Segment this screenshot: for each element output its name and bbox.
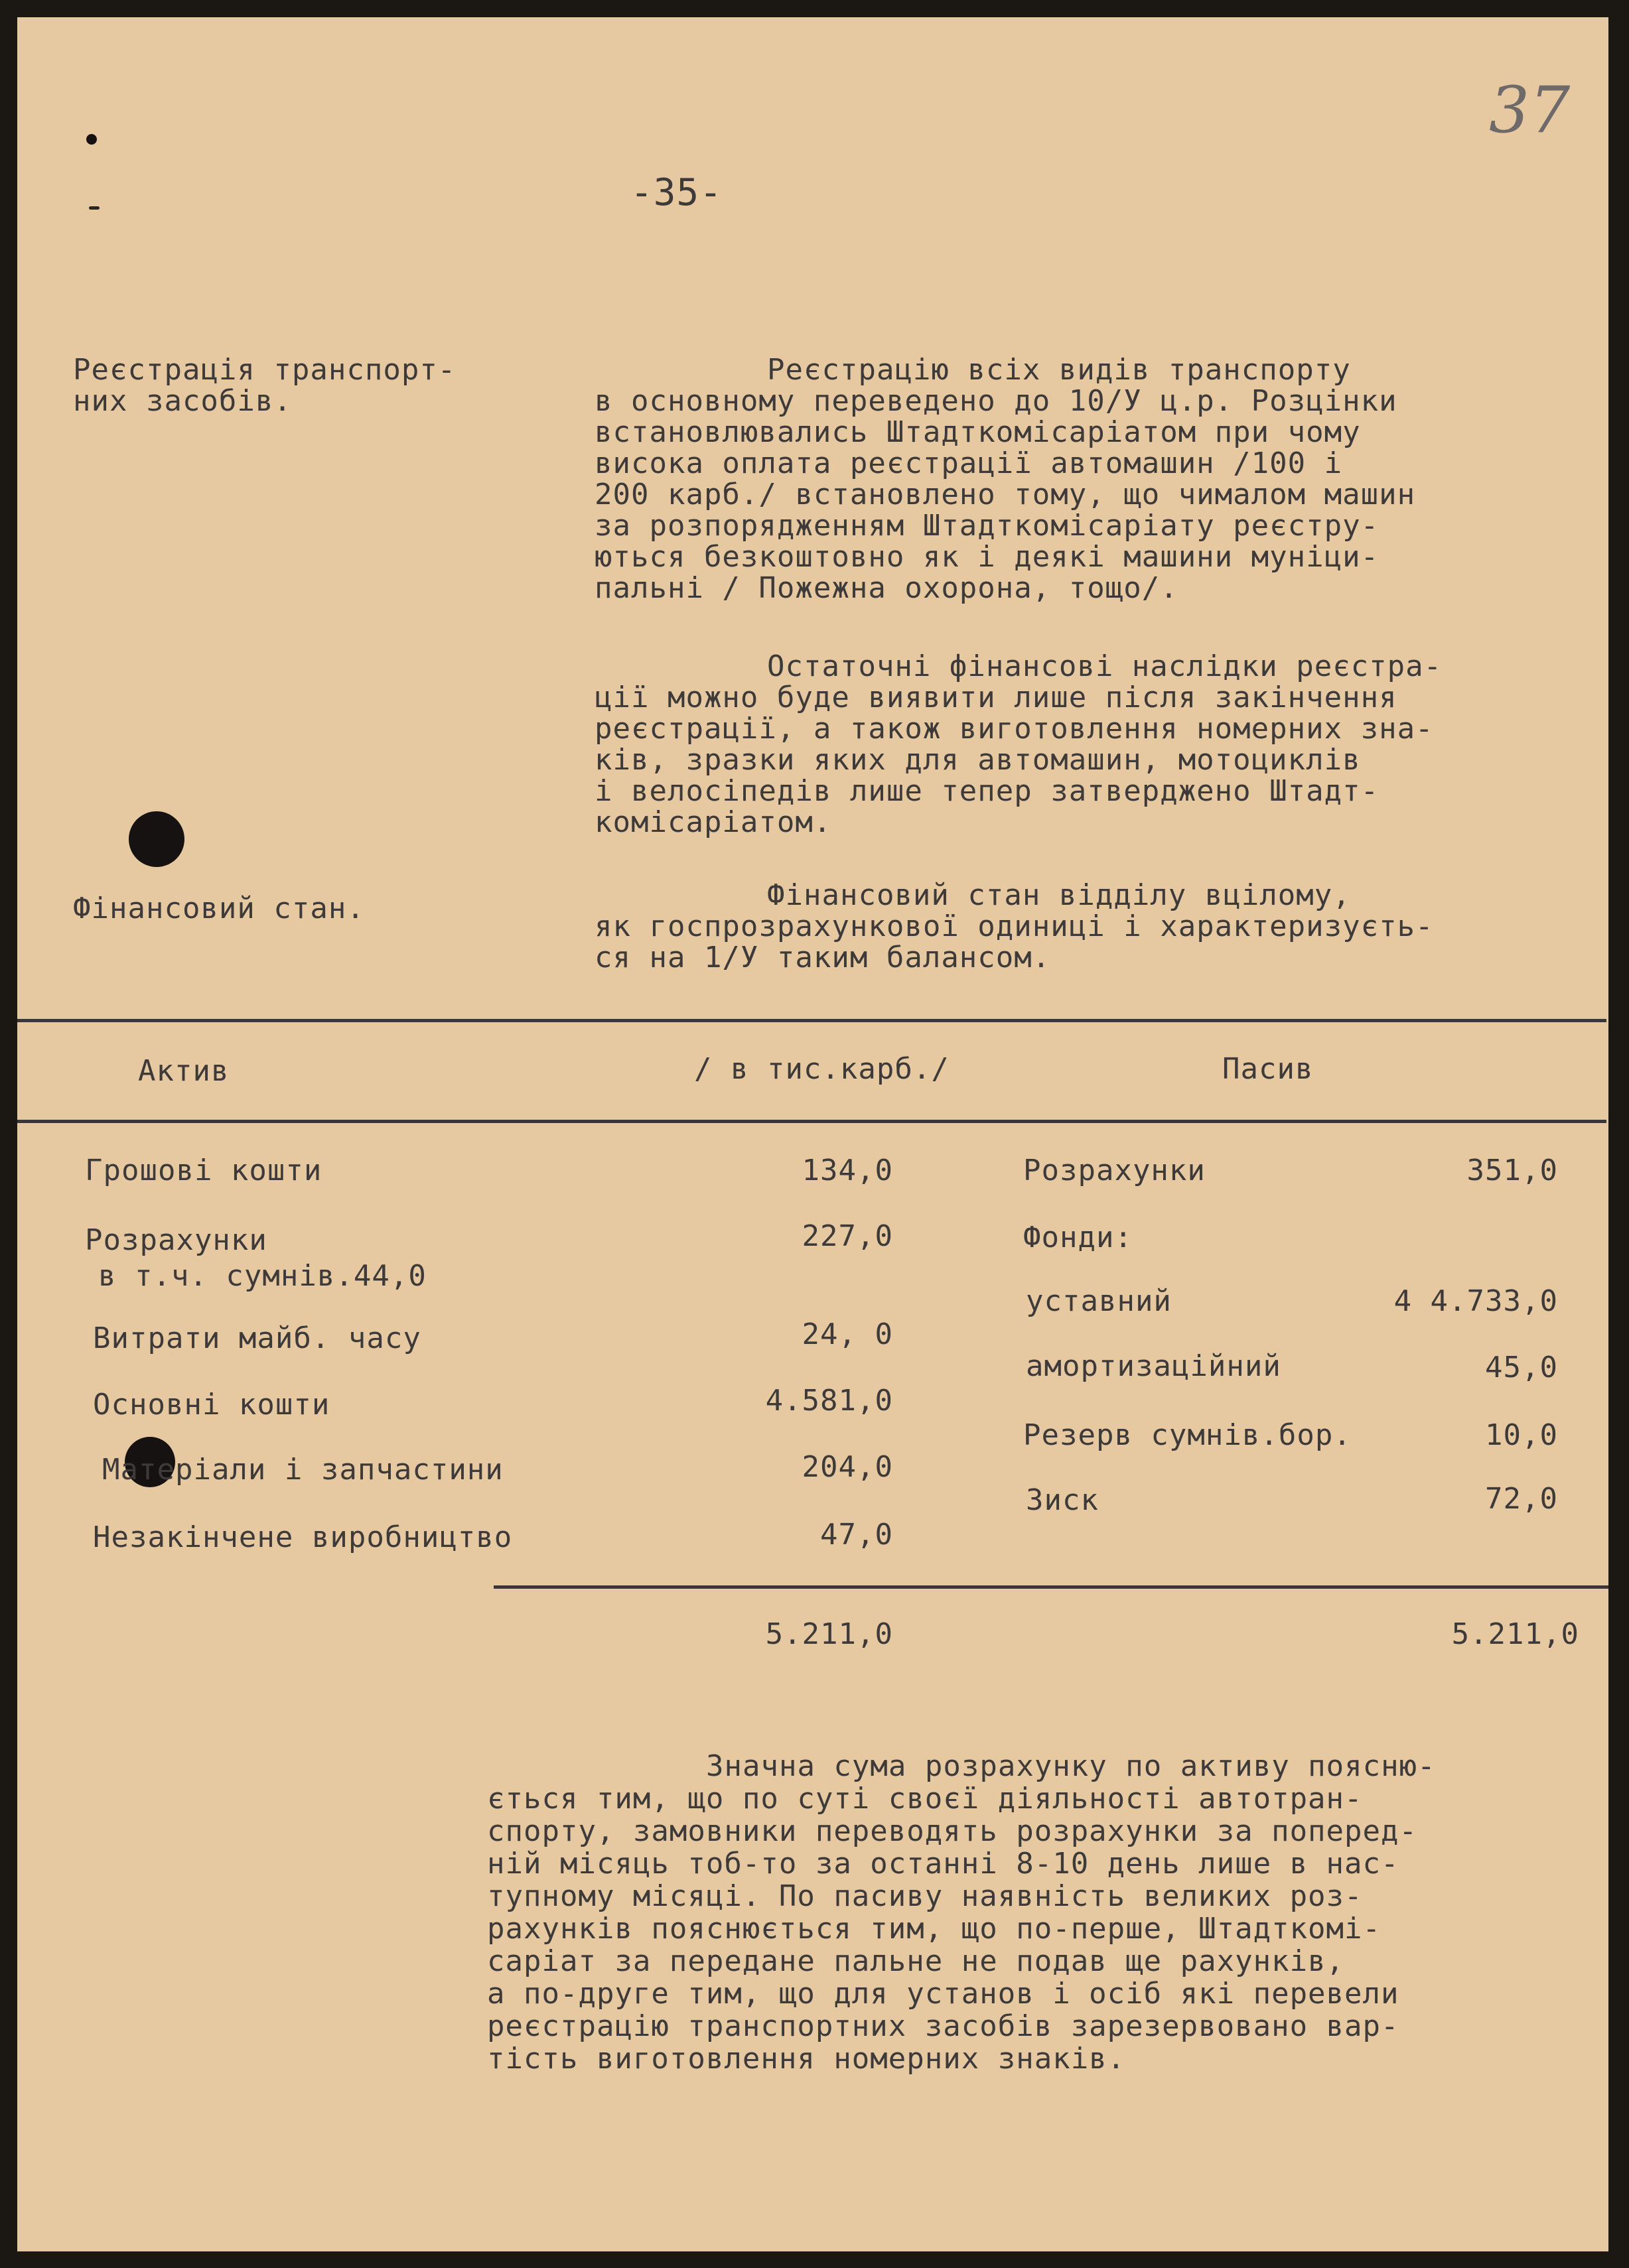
asset-value: 134,0 bbox=[802, 1154, 893, 1187]
financial-intro: Фінансовий стан відділу вцілому, як госпрозрахункової одиниці і характеризуєть- ся на 1/У таким балансом. bbox=[595, 878, 1434, 974]
table-header-rule bbox=[17, 1120, 1606, 1123]
liability-value: 351,0 bbox=[1466, 1154, 1558, 1187]
asset-label: Основні кошти bbox=[93, 1388, 330, 1422]
liability-value: 10,0 bbox=[1485, 1418, 1558, 1452]
liability-label: Розрахунки bbox=[1023, 1154, 1206, 1187]
totals-rule bbox=[494, 1585, 1608, 1589]
registration-margin-heading: Реєстрація транспорт- них засобів. bbox=[73, 353, 457, 418]
liability-label: Фонди: bbox=[1023, 1221, 1133, 1254]
asset-sublabel: в т.ч. сумнів.44,0 bbox=[98, 1259, 427, 1293]
asset-value: 4.581,0 bbox=[765, 1384, 893, 1418]
financial-margin-heading: Фінансовий стан. bbox=[73, 892, 365, 925]
page-number: -35- bbox=[630, 171, 723, 214]
liability-value: 45,0 bbox=[1485, 1351, 1558, 1384]
asset-label: Грошові кошти bbox=[85, 1154, 322, 1187]
units-header: / в тис.карб./ bbox=[694, 1052, 950, 1086]
liability-label: Резерв сумнів.бор. bbox=[1023, 1418, 1352, 1452]
liabilities-header: Пасив bbox=[1222, 1052, 1314, 1086]
asset-value: 47,0 bbox=[820, 1518, 893, 1552]
liability-label: уставний bbox=[1026, 1284, 1172, 1318]
archive-page-number: 37 bbox=[1489, 73, 1571, 147]
binding-hole bbox=[86, 134, 97, 145]
registration-paragraph-2: Остаточні фінансові наслідки реєстра- ції можно буде виявити лише після закінчення реєстрації, а також виготовлення номерних зна- ків, зразки яких для автомашин, мотоциклів і велосіпедів лише тепер затверджено Штадт- комісаріатом. bbox=[595, 649, 1443, 839]
asset-label: Розрахунки bbox=[85, 1223, 267, 1257]
assets-header: Актив bbox=[138, 1054, 230, 1088]
document-page bbox=[17, 17, 1608, 2251]
liability-label: Зиск bbox=[1026, 1483, 1099, 1517]
registration-paragraph-1: Реєстрацію всіх видів транспорту в основному переведено до 10/У ц.р. Розцінки встановлювались Штадткомісаріатом при чому висока оплата реєстрації автомашин /100 і 200 карб./ встановлено тому, що чималом машин за розпорядженням Штадткомісаріату реєстру- ються безкоштовно як і деякі машини муніци- пальні / Пожежна охорона, тощо/. bbox=[595, 353, 1416, 605]
asset-label: Витрати майб. часу bbox=[93, 1321, 421, 1355]
liability-value: 4 4.733,0 bbox=[1393, 1284, 1558, 1318]
asset-label: Матеріали і запчастини bbox=[102, 1453, 504, 1487]
liability-value: 72,0 bbox=[1485, 1482, 1558, 1516]
total-liabilities: 5.211,0 bbox=[1451, 1617, 1579, 1651]
asset-value: 204,0 bbox=[802, 1450, 893, 1484]
table-top-rule bbox=[17, 1019, 1606, 1022]
asset-value: 24, 0 bbox=[802, 1317, 893, 1351]
asset-label: Незакінчене виробництво bbox=[93, 1520, 513, 1554]
asset-value: 227,0 bbox=[802, 1219, 893, 1253]
liability-label: амортизаційний bbox=[1026, 1349, 1281, 1383]
total-assets: 5.211,0 bbox=[765, 1617, 893, 1651]
binding-mark bbox=[89, 206, 100, 210]
binding-hole bbox=[129, 811, 184, 867]
explanation-paragraph: Значна сума розрахунку по активу поясню- ється тим, що по суті своєї діяльності автотран- спорту, замовники переводять розрахунки за поперед- ній місяць тоб-то за останні 8-10 день лише в нас- тупному місяці. По пасиву наявність великих роз- рахунків пояснюється тим, що по-перше, Штадткомі- саріат за передане пальне не подав ще рахунків, а по-друге тим, що для установ і осіб які перевели реєстрацію транспортних засобів зарезервовано вар- тість виготовлення номерних знаків. bbox=[487, 1749, 1436, 2076]
